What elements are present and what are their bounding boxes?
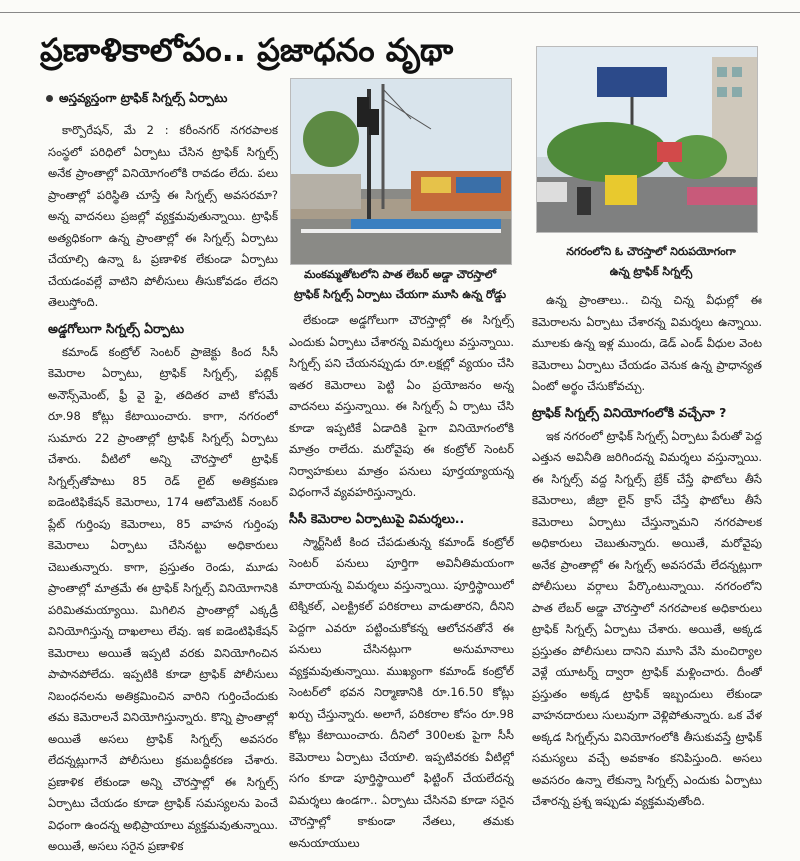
col1-para1: కార్పొరేషన్, మే 2 : కరీంనగర్ నగరపాలక సంస్థలో పరిధిలో ఏర్పాటు చేసిన ట్రాఫిక్ సిగ్నల్స్ అనేక ప్రాంతాల్లో వినియోగంలోకి రావడం లేదు. పలు ప్రాంతాల్లో పరిస్థితి చూస్తే ఈ సిగ్నల్స్ అవసరమా? అన్న వాదనలు ప్రజల్లో వ్యక్తమవుతున్నాయి. ట్రాఫిక్ అత్యధికంగా ఉన్న ప్రాంతాల్లో ఈ సిగ్నల్స్ ఏర్పాటు చేయాల్సి ఉన్నా ఓ ప్రణాళిక లేకుండా ఏర్పాటు చేయడంవల్లే వాటిని పోలీసులు తీసుకోవడం లేదని తెలుస్తోంది. bbox=[48, 123, 278, 309]
col1-section-heading: అడ్డగోలుగా సిగ్నల్స్ ఏర్పాటు bbox=[48, 320, 185, 336]
column-3 bbox=[532, 290, 762, 855]
col1-para2: కమాండ్ కంట్రోల్ సెంటర్ ప్రాజెక్టు కింద సీసీ కెమెరాల ఏర్పాటు, ట్రాఫిక్ సిగ్నల్స్, పబ్లిక్ అనౌన్స్‌మెంట్, ఫ్రీ వై ఫై, తదితర వాటి కోసమే రూ.98 కోట్లు కేటాయించారు. కాగా, నగరంలో సుమారు 22 ప్రాంతాల్లో ట్రాఫిక్ సిగ్నల్స్ ఏర్పాటు చేశారు. వీటిలో అన్ని చౌరస్తాలో ట్రాఫిక్ సిగ్నల్స్‌తోపాటు 85 రెడ్ లైట్ అతిక్రమణ ఐడెంటిఫికేషన్ కెమెరాలు, 174 ఆటోమెటిక్ నంబర్ ప్లేట్ గుర్తింపు కెమెరాలు, 85 వాహన గుర్తింపు కెమెరాలు ఏర్పాటు చేసినట్టు అధికారులు చెబుతున్నారు. కాగా, ప్రస్తుతం రెండు, మూడు ప్రాంతాల్లో మాత్రమే ఈ ట్రాఫిక్ సిగ్నల్స్ వినియోగానికి పరిమితమయ్యాయి. మిగిలిన ప్రాంతాల్లో ఎక్కడ్రీ వినియోగిస్తున్న దాఖలాలు లేవు. ఇక ఐడెంటిఫికేషన్ కెమెరాలు అయితే ఇప్పటి వరకు వినియోగించిన పాపానపోలేదు. ఇప్పటికి కూడా ట్రాఫిక్ పోలీసులు నిబంధనలను అతిక్రమించిన వారిని గుర్తించేందుకు తమ కెమెరాలనే వినియోగిస్తున్నారు. కొన్ని ప్రాంతాల్లో అయితే అసలు ట్రాఫిక్ సిగ్నల్స్ అవసరం లేదన్నట్లుగానే పోలీసులు క్రమబద్ధీకరణ చేశారు. ప్రణాళిక లేకుండా అన్ని చౌరస్తాల్లో ఈ సిగ్నల్స్ ఏర్పాటు చేయడం కూడా ట్రాఫిక్ సమస్యలను పెంచే విధంగా ఉందన్న అభిప్రాయాలు వ్యక్తమవుతున్నాయి. అయితే, అసలు సరైన ప్రణాళిక bbox=[48, 344, 278, 853]
subheadline-text: అస్తవ్యస్తంగా ట్రాఫిక్ సిగ్నల్స్ ఏర్పాటు bbox=[59, 91, 228, 105]
col2-section-heading: సీసీ కెమెరాల ఏర్పాటుపై విమర్శలు.. bbox=[289, 510, 465, 526]
headline: ప్రణాళికాలోపం.. ప్రజాధనం వృథా bbox=[40, 31, 454, 69]
photo-unused-signal-junction bbox=[536, 46, 758, 233]
col3-para1: ఉన్న ప్రాంతాలు.. చిన్న చిన్న వీధుల్లో ఈ కెమెరాలను ఏర్పాటు చేశారన్న విమర్శలు ఉన్నాయి. మూలకు ఉన్న ఇళ్ల ముందు, డెడ్ ఎండ్ వీధుల వెంట కెమెరాలు ఏర్పాటు చేయడం వెనుక ఉన్న ప్రాధాన్యత ఏంటో అర్థం చేసుకోవచ్చు. bbox=[532, 293, 762, 393]
bullet-icon bbox=[46, 95, 53, 102]
street-photo-illustration-2 bbox=[537, 47, 757, 232]
street-photo-illustration bbox=[291, 79, 511, 264]
subheadline bbox=[46, 88, 296, 108]
col2-para1: లేకుండా అడ్డగోలుగా చౌరస్తాల్లో ఈ సిగ్నల్స్ ఎందుకు ఏర్పాటు చేశారన్న విమర్శలు వస్తున్నాయి. సిగ్నల్స్ పని చేయనప్పుడు రూ.లక్షల్లో వ్యయం చేసి ఇతర కెమెరాలు పెట్టి ఏం ప్రయోజనం అన్న వాదనలు వస్తున్నాయి. ఈ సిగ్నల్స్ ఏ ర్పాటు చేసి కూడా ఇప్పటికే ఏడాదికి పైగా వినియోగంలోకి మాత్రం రాలేదు. మరోవైపు ఈ కంట్రోల్ సెంటర్ నిర్వాహకులు మాత్రం పనులు పూర్తయ్యాయన్న విధంగానే వ్యవహరిస్తున్నారు. bbox=[289, 313, 514, 499]
photo-traffic-signal-junction bbox=[290, 78, 512, 265]
col3-section-heading: ట్రాఫిక్ సిగ్నల్స్ వినియోగంలోకి వచ్చేనా ? bbox=[532, 404, 727, 420]
col3-para2: ఇక నగరంలో ట్రాఫిక్ సిగ్నల్స్ ఏర్పాటు పేరుతో పెద్ద ఎత్తున అవినీతి జరిగిందన్న విమర్శలు వస్తున్నాయి. ఈ సిగ్నల్స్ వద్ద సిగ్నల్స్ బ్రేక్ చేస్తే ఫొటోలు తీసే కెమెరాలు, జీబ్రా లైన్ క్రాస్ చేస్తే ఫొటోలు తీసే కెమెరాలు ఏర్పాటు చేస్తున్నామని నగరపాలక అధికారులు చెబుతున్నారు. అయితే, మరోవైపు అనేక ప్రాంతాల్లో ఈ సిగ్నల్స్ అవసరమే లేదన్నట్లుగా పోలీసులు వర్గాలు పేర్కొంటున్నాయి. నగరంలోని పాత లేబర్ అడ్డా చౌరస్తాలో నగరపాలక అధికారులు ట్రాఫిక్ సిగ్నల్స్ ఏర్పాటు చేశారు. అయితే, అక్కడ ప్రస్తుతం పోలీసులు దానిని మూసి వేసి మంచిర్యాల వెళ్లే యూటర్న్ ద్వారా ట్రాఫిక్ మళ్లించారు. దీంతో ప్రస్తుతం అక్కడ ట్రాఫిక్ ఇబ్బందులు లేకుండా వాహనదారులు సులువుగా వెళ్లిపోతున్నారు. ఒక వేళ అక్కడ సిగ్నల్స్‌ను వినియోగంలోకి తీసుకువస్తే ట్రాఫిక్ సమస్యలు వచ్చే అవకాశం కనిపిస్తుంది. అసలు అవసరం ఉన్నా లేకున్నా సిగ్నల్స్ ఎందుకు ఏర్పాటు చేశారన్న ప్రశ్న ఇప్పుడు వ్యక్తమవుతోంది. bbox=[532, 428, 762, 808]
photo1-caption: మంకమ్మతోటలోని పాత లేబర్ అడ్డా చౌరస్తాలో ట్రాఫిక్ సిగ్నల్స్ ఏర్పాటు చేయగా మూసి ఉన్న రోడ్డు bbox=[293, 268, 507, 301]
column-2 bbox=[289, 310, 514, 855]
col2-para2: స్మార్ట్‌సిటీ కింద చేపడుతున్న కమాండ్ కంట్రోల్ సెంటర్ పనులు పూర్తిగా అవినీతిమయంగా మారాయన్న విమర్శలు వస్తున్నాయి. పూర్తిస్థాయిలో టెక్నికల్, ఎలక్ట్రికల్ పరికరాలు వాడుతారని, దీనిని పెద్దగా ఎవరూ పట్టించుకోకన్న ఆలోచనతోనే ఈ పనులు చేసినట్లుగా అనుమానాలు వ్యక్తమవుతున్నాయి. ముఖ్యంగా కమాండ్ కంట్రోల్ సెంటర్‌లో భవన నిర్మాణానికి రూ.16.50 కోట్లు ఖర్చు చేస్తున్నారు. అలాగే, పరికరాల కోసం రూ.98 కోట్లు కేటాయించారు. దీనిలో 300లకు పైగా సీసీ కెమెరాలు ఏర్పాటు చేయాలి. ఇప్పటివరకు వీటిల్లో సగం కూడా పూర్తిస్థాయిలో ఫిట్టింగ్ చేయలేదన్న విమర్శలు ఉండగా.. ఏర్పాటు చేసినవి కూడా సరైన చౌరస్తాల్లో కాకుండా నేతలు, తమకు అనుయాయులు bbox=[289, 534, 514, 850]
previous-article-strip bbox=[0, 0, 800, 13]
column-1 bbox=[48, 120, 278, 855]
photo2-caption: నగరంలోని ఓ చౌరస్తాలో నిరుపయోగంగా ఉన్న ట్రాఫిక్ సిగ్నల్స్ bbox=[566, 245, 736, 278]
